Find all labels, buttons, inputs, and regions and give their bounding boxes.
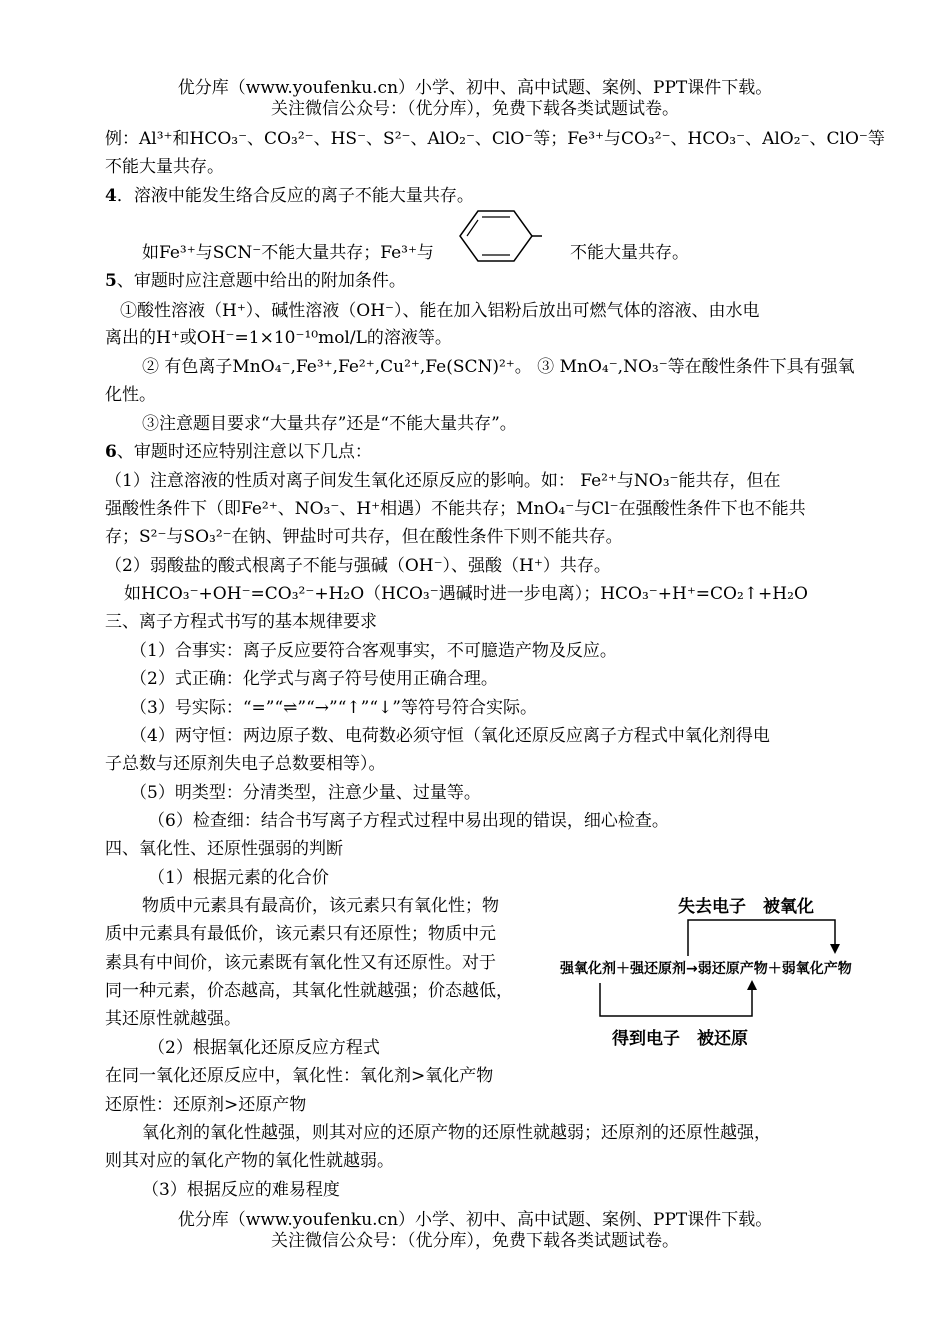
phenolate-structure-icon bbox=[442, 205, 572, 267]
body-line: 同一种元素，价态越高，其氧化性就越强；价态越低， bbox=[105, 981, 513, 1001]
body-line: （1）注意溶液的性质对离子间发生氧化还原反应的影响。如： Fe²⁺与NO₃⁻能共存，但在 bbox=[105, 471, 781, 491]
body-line: 如HCO₃⁻+OH⁻=CO₃²⁻+H₂O（HCO₃⁻遇碱时进一步电离）；HCO₃⁻+H⁺=CO₂↑+H₂O bbox=[124, 584, 808, 604]
body-line: （2）式正确：化学式与离子符号使用正确合理。 bbox=[130, 669, 498, 689]
body-line: 还原性：还原剂>还原产物 bbox=[105, 1095, 307, 1115]
subsection-heading: （1）根据元素的化合价 bbox=[148, 868, 329, 888]
body-line: 化性。 bbox=[105, 385, 156, 405]
body-line: 在同一氧化还原反应中，氧化性：氧化剂>氧化产物 bbox=[105, 1066, 494, 1086]
body-line: ② 有色离子MnO₄⁻,Fe³⁺,Fe²⁺,Cu²⁺,Fe(SCN)²⁺。 ③ MnO₄⁻,NO₃⁻等在酸性条件下具有强氧 bbox=[142, 357, 855, 377]
body-line: ③注意题目要求“大量共存”还是“不能大量共存”。 bbox=[142, 414, 517, 434]
oxidation-label: 失去电子 被氧化 bbox=[678, 897, 814, 917]
body-line: 素具有中间价，该元素既有氧化性又有还原性。对于 bbox=[105, 953, 496, 973]
header-line-2: 关注微信公众号：（优分库），免费下载各类试题试卷。 bbox=[271, 99, 679, 119]
body-line: 例：Al³⁺和HCO₃⁻、CO₃²⁻、HS⁻、S²⁻、AlO₂⁻、ClO⁻等；Fe³⁺与CO₃²⁻、HCO₃⁻、AlO₂⁻、ClO⁻等 bbox=[105, 129, 885, 149]
section-number: 6 bbox=[105, 442, 117, 462]
section-title: 、审题时还应特别注意以下几点： bbox=[116, 442, 372, 462]
redox-diagram bbox=[560, 888, 875, 1058]
body-line: 强酸性条件下（即Fe²⁺、NO₃⁻、H⁺相遇）不能共存；MnO₄⁻与Cl⁻在强酸性条件下也不能共 bbox=[105, 499, 806, 519]
section-heading-6 bbox=[105, 441, 372, 463]
body-line: 氧化剂的氧化性越强，则其对应的还原产物的还原性就越弱；还原剂的还原性越强， bbox=[142, 1123, 771, 1143]
section-title: 、审题时应注意题中给出的附加条件。 bbox=[116, 271, 406, 291]
reduction-label: 得到电子 被还原 bbox=[612, 1029, 748, 1049]
section-title: ．溶液中能发生络合反应的离子不能大量共存。 bbox=[116, 186, 474, 206]
body-line: ①酸性溶液（H⁺）、碱性溶液（OH⁻）、能在加入铝粉后放出可燃气体的溶液、由水电 bbox=[120, 301, 760, 321]
body-line: （2）弱酸盐的酸式根离子不能与强碱（OH⁻）、强酸（H⁺）共存。 bbox=[105, 556, 611, 576]
body-line: （4）两守恒：两边原子数、电荷数必须守恒（氧化还原反应离子方程式中氧化剂得电 bbox=[130, 726, 770, 746]
body-line: （1）合事实：离子反应要符合客观事实，不可臆造产物及反应。 bbox=[130, 641, 617, 661]
section-heading-4 bbox=[105, 185, 474, 207]
body-line: 其还原性就越强。 bbox=[105, 1009, 241, 1029]
body-line: （5）明类型：分清类型，注意少量、过量等。 bbox=[130, 783, 481, 803]
footer-line-2: 关注微信公众号：（优分库），免费下载各类试题试卷。 bbox=[271, 1231, 679, 1251]
body-line: 质中元素具有最低价，该元素只有还原性；物质中元 bbox=[105, 924, 496, 944]
body-line: 离出的H⁺或OH⁻=1×10⁻¹⁰mol/L的溶液等。 bbox=[105, 328, 452, 348]
body-line: （6）检查细：结合书写离子方程式过程中易出现的错误，细心检查。 bbox=[148, 811, 669, 831]
body-line: 子总数与还原剂失电子总数要相等）。 bbox=[105, 754, 386, 774]
body-line: （3）号实际：“=”“⇌”“→”“↑”“↓”等符号符合实际。 bbox=[130, 698, 537, 718]
redox-equation: 强氧化剂＋强还原剂→弱还原产物＋弱氧化产物 bbox=[560, 961, 852, 977]
body-line: 物质中元素具有最高价，该元素只有氧化性；物 bbox=[142, 896, 499, 916]
subsection-heading: （2）根据氧化还原反应方程式 bbox=[148, 1038, 380, 1058]
section-number: 4 bbox=[105, 186, 117, 206]
section-heading: 四、氧化性、还原性强弱的判断 bbox=[105, 839, 343, 859]
header-line-1: 优分库（www.youfenku.cn）小学、初中、高中试题、案例、PPT课件下载。 bbox=[177, 78, 773, 98]
body-line: 不能大量共存。 bbox=[105, 157, 224, 177]
section-heading: 三、离子方程式书写的基本规律要求 bbox=[105, 612, 377, 632]
body-line: 不能大量共存。 bbox=[570, 243, 689, 263]
section-heading-5 bbox=[105, 270, 406, 292]
body-line: 则其对应的氧化产物的氧化性就越弱。 bbox=[105, 1151, 394, 1171]
subsection-heading: （3）根据反应的难易程度 bbox=[142, 1180, 340, 1200]
body-line: 存；S²⁻与SO₃²⁻在钠、钾盐时可共存，但在酸性条件下则不能共存。 bbox=[105, 527, 623, 547]
body-line: 如Fe³⁺与SCN⁻不能大量共存；Fe³⁺与 bbox=[142, 243, 434, 263]
section-number: 5 bbox=[105, 271, 117, 291]
footer-line-1: 优分库（www.youfenku.cn）小学、初中、高中试题、案例、PPT课件下载。 bbox=[177, 1210, 773, 1230]
